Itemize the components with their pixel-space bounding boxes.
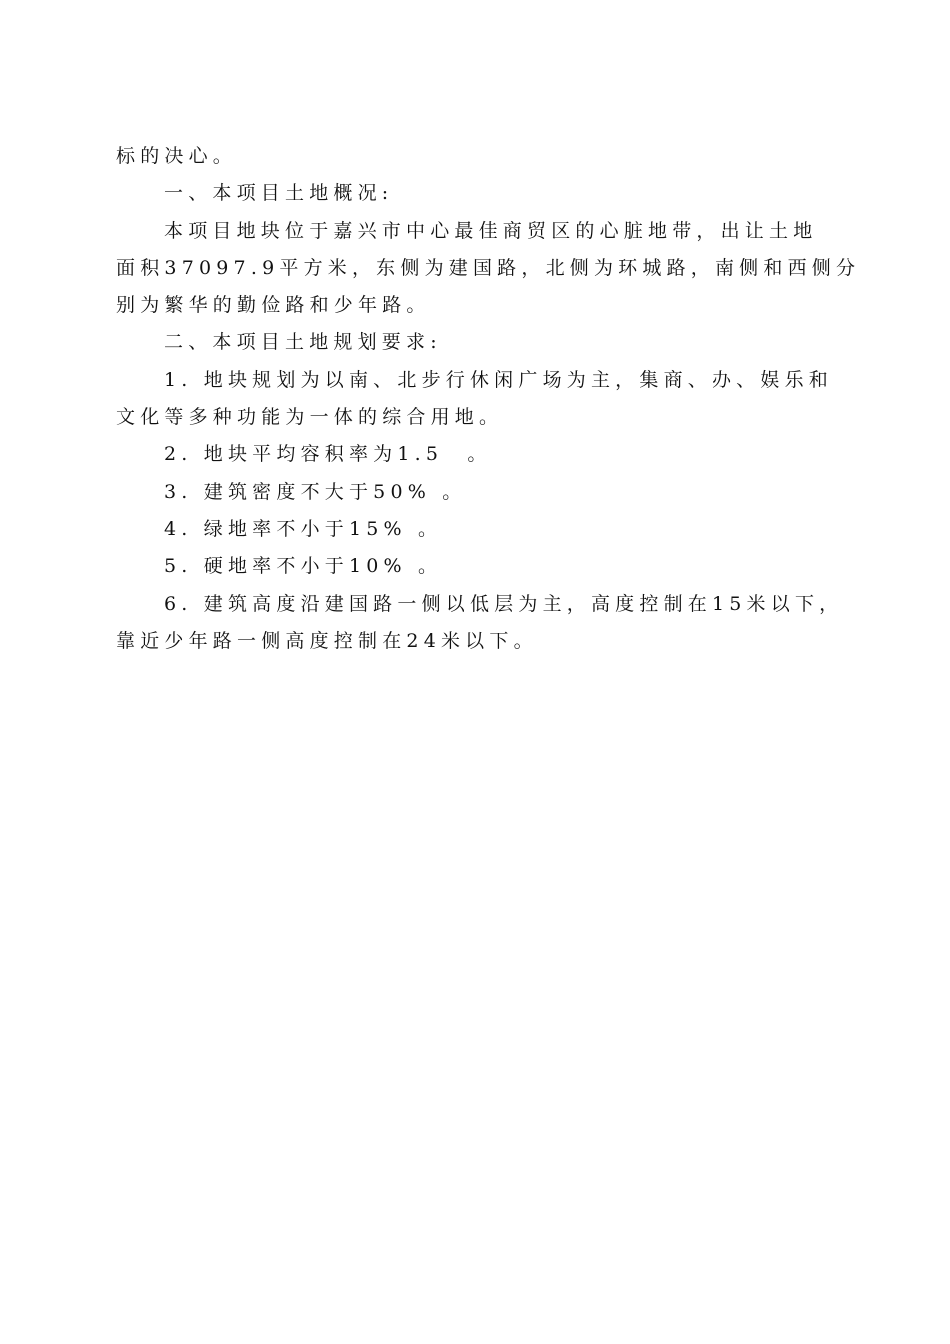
requirement-item-2 bbox=[116, 436, 832, 473]
text-line: 面积37097.9平方米，东侧为建国路，北侧为环城路，南侧和西侧分 bbox=[116, 256, 861, 279]
text-line: 二、本项目土地规划要求: bbox=[164, 331, 442, 354]
section-heading-planning-requirements bbox=[116, 324, 832, 361]
requirement-item-3 bbox=[116, 474, 832, 511]
text-line: 本项目地块位于嘉兴市中心最佳商贸区的心脏地带，出让土地 bbox=[164, 219, 818, 242]
section-heading-land-overview bbox=[116, 175, 832, 212]
text-line: 4. 绿地率不小于15% 。 bbox=[164, 517, 443, 540]
requirement-item-4 bbox=[116, 511, 832, 548]
text-line: 3. 建筑密度不大于50% 。 bbox=[164, 480, 467, 503]
text-line: 一、本项目土地概况: bbox=[164, 182, 394, 205]
text-line: 6. 建筑高度沿建国路一侧以低层为主，高度控制在15米以下， bbox=[164, 592, 844, 615]
requirement-item-1 bbox=[116, 362, 832, 437]
text-line: 文化等多种功能为一体的综合用地。 bbox=[116, 406, 504, 429]
text-line: 别为繁华的勤俭路和少年路。 bbox=[116, 294, 431, 317]
paragraph-continuation bbox=[116, 138, 832, 175]
paragraph-land-location bbox=[116, 213, 861, 325]
text-line: 1. 地块规划为以南、北步行休闲广场为主，集商、办、娱乐和 bbox=[164, 368, 833, 391]
text-line: 靠近少年路一侧高度控制在24米以下。 bbox=[116, 629, 538, 652]
text-line: 标的决心。 bbox=[116, 145, 238, 167]
document-body bbox=[116, 138, 861, 660]
requirement-item-5 bbox=[116, 548, 832, 585]
requirement-item-6 bbox=[116, 586, 844, 661]
text-line: 5. 硬地率不小于10% 。 bbox=[164, 555, 443, 578]
text-line: 2. 地块平均容积率为1.5 。 bbox=[164, 443, 492, 466]
